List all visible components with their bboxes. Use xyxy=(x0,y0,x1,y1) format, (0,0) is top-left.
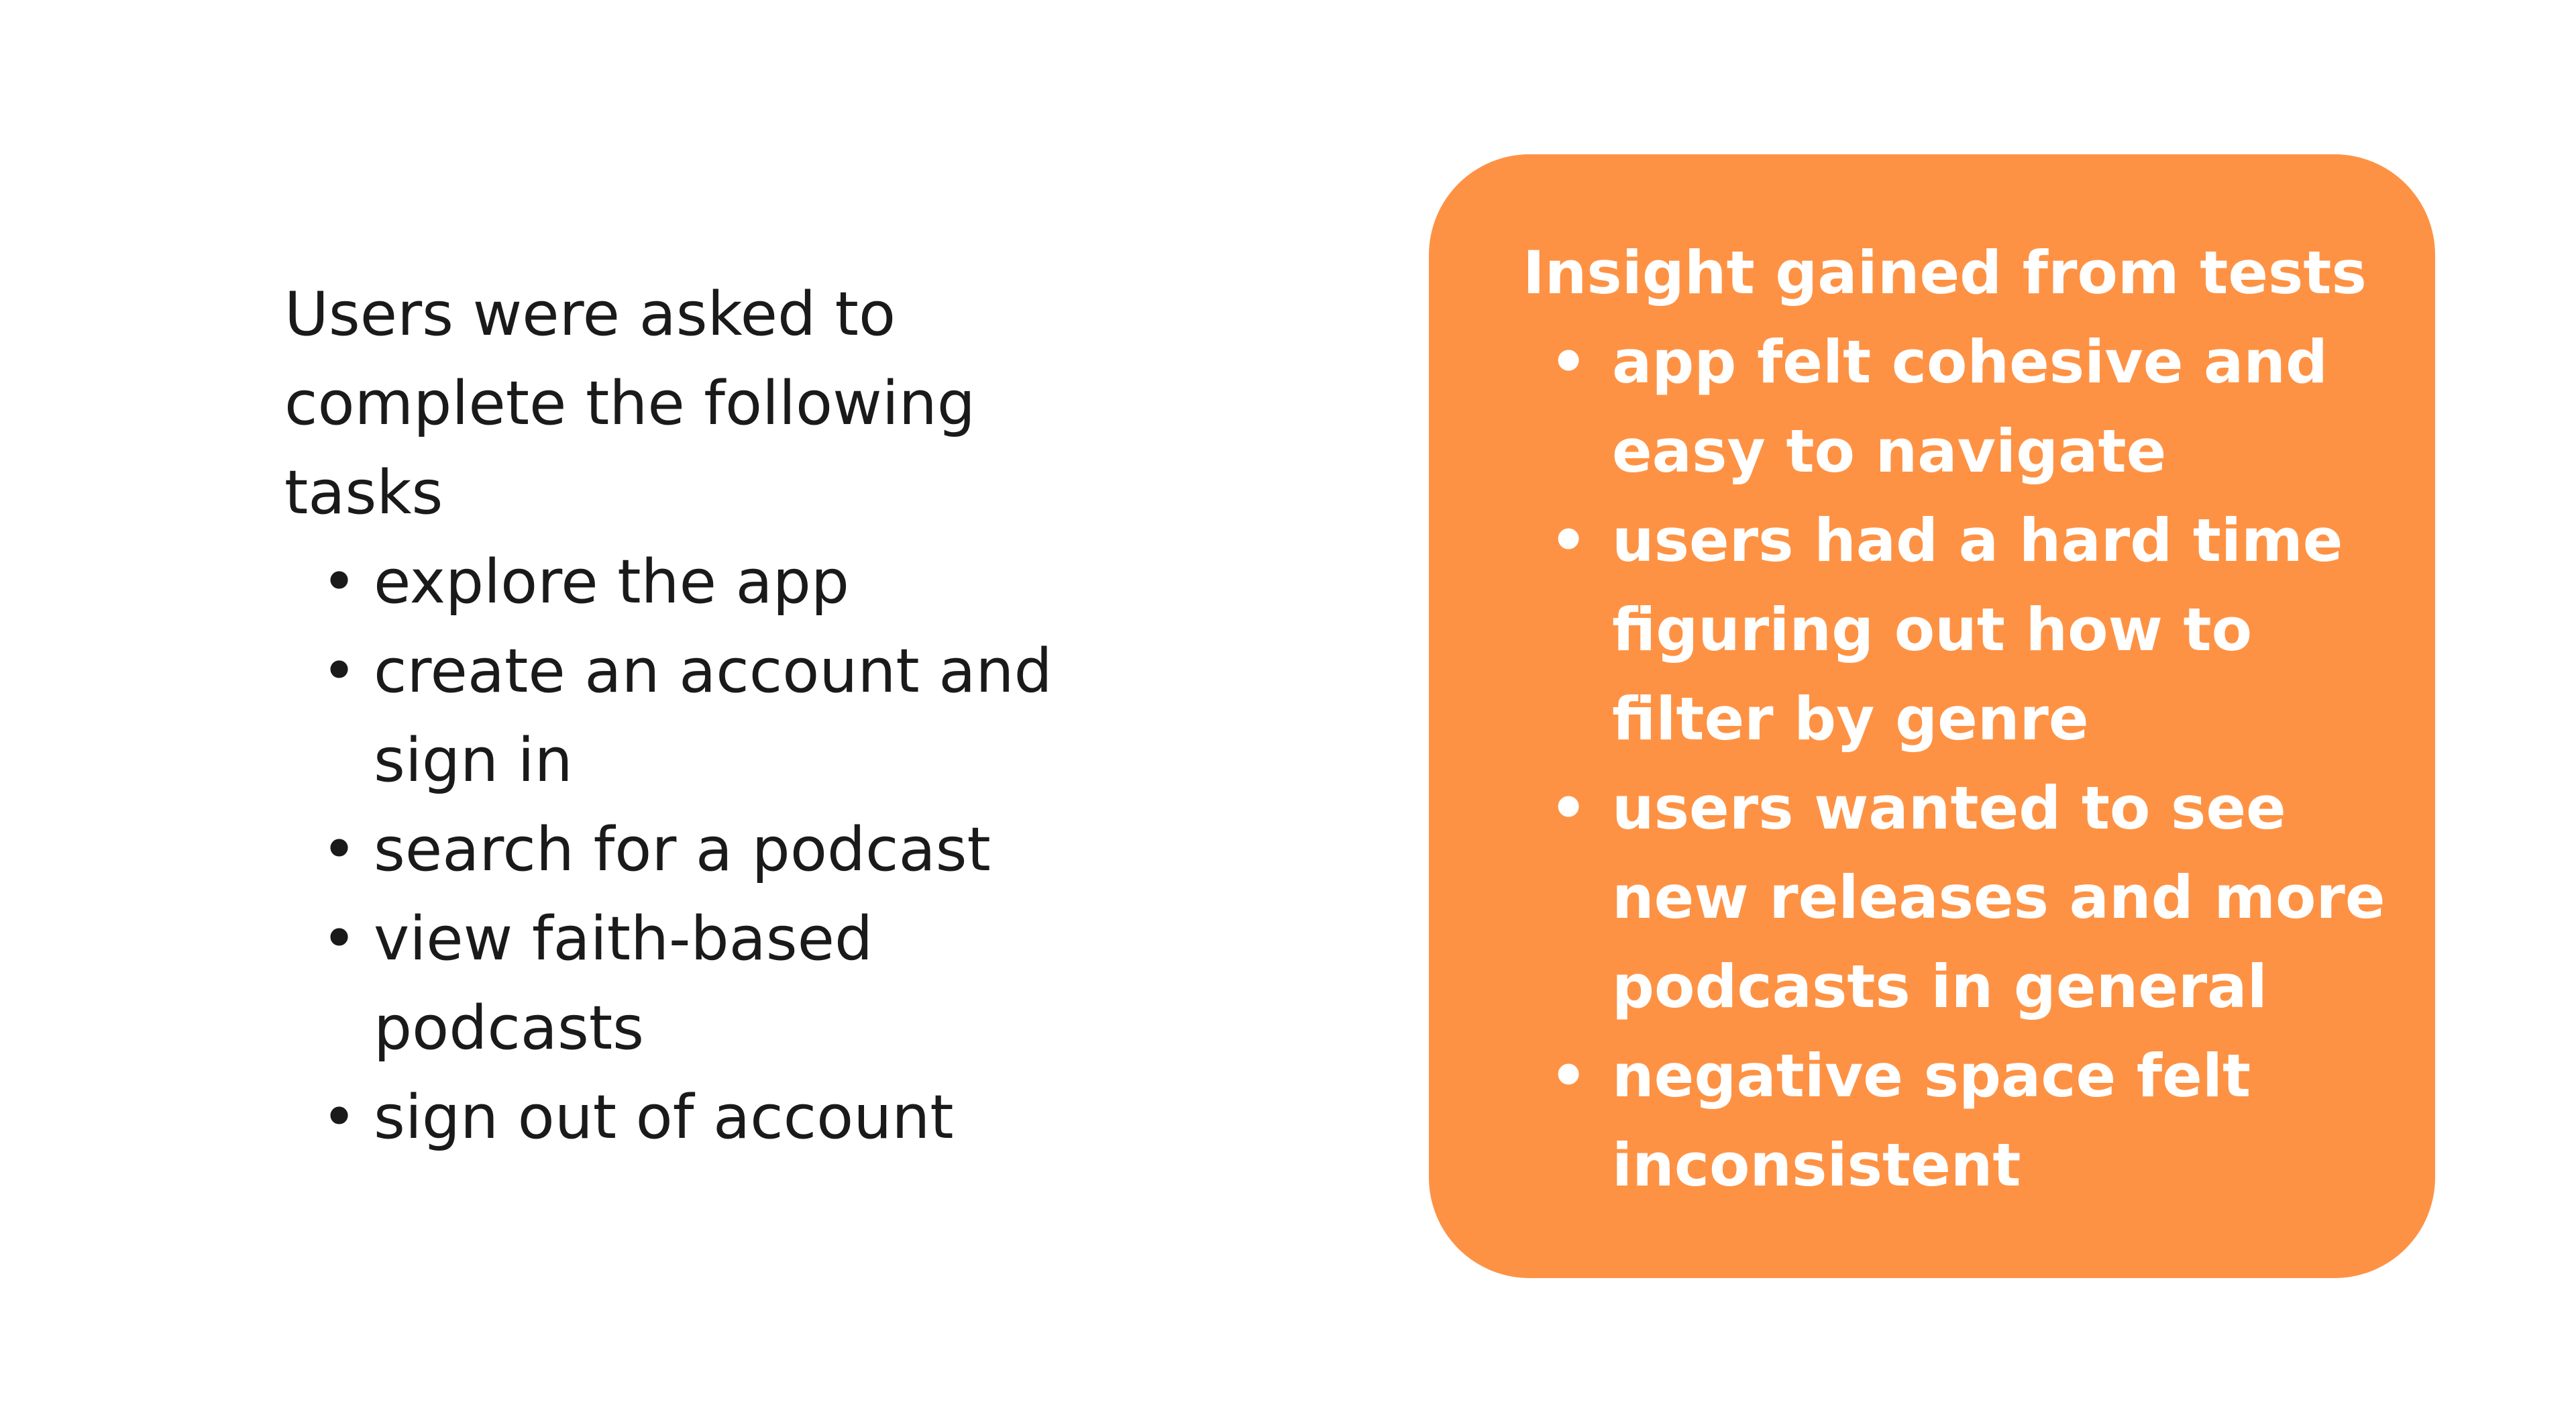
list-item-text: explore the app xyxy=(374,547,849,617)
list-item xyxy=(284,805,1116,894)
bullet-icon: • xyxy=(321,814,358,885)
list-item-text: users wanted to see new releases and more podcasts in general xyxy=(1612,774,2385,1021)
list-item xyxy=(284,1073,1116,1162)
list-item xyxy=(284,537,1116,627)
bullet-icon: • xyxy=(321,547,358,617)
insight-card xyxy=(1429,154,2435,1278)
bullet-icon: • xyxy=(1550,774,1588,843)
bullet-icon: • xyxy=(1550,327,1588,397)
list-item-text: search for a podcast xyxy=(374,814,991,885)
insights-list xyxy=(1523,317,2388,1210)
list-item xyxy=(1523,496,2388,764)
list-item-text: create an account and sign in xyxy=(374,636,1053,796)
tasks-list xyxy=(284,537,1116,1162)
list-item-text: view faith-based podcasts xyxy=(374,904,873,1063)
bullet-icon: • xyxy=(1550,1041,1588,1110)
insight-card-title: Insight gained from tests xyxy=(1523,238,2367,307)
list-item-text: sign out of account xyxy=(374,1082,954,1153)
list-item xyxy=(1523,1031,2388,1210)
bullet-icon: • xyxy=(1550,506,1588,575)
bullet-icon: • xyxy=(321,904,358,974)
list-item xyxy=(284,894,1116,1073)
list-item-text: app felt cohesive and easy to navigate xyxy=(1612,327,2328,486)
list-item xyxy=(1523,764,2388,1031)
list-item xyxy=(284,627,1116,805)
list-item-text: users had a hard time figuring out how to filter by genre xyxy=(1612,506,2343,753)
bullet-icon: • xyxy=(321,636,358,706)
tasks-section xyxy=(284,270,1116,1162)
tasks-intro: Users were asked to complete the following tasks xyxy=(284,279,975,528)
list-item-text: negative space felt inconsistent xyxy=(1612,1041,2251,1200)
bullet-icon: • xyxy=(321,1082,358,1153)
list-item xyxy=(1523,317,2388,496)
